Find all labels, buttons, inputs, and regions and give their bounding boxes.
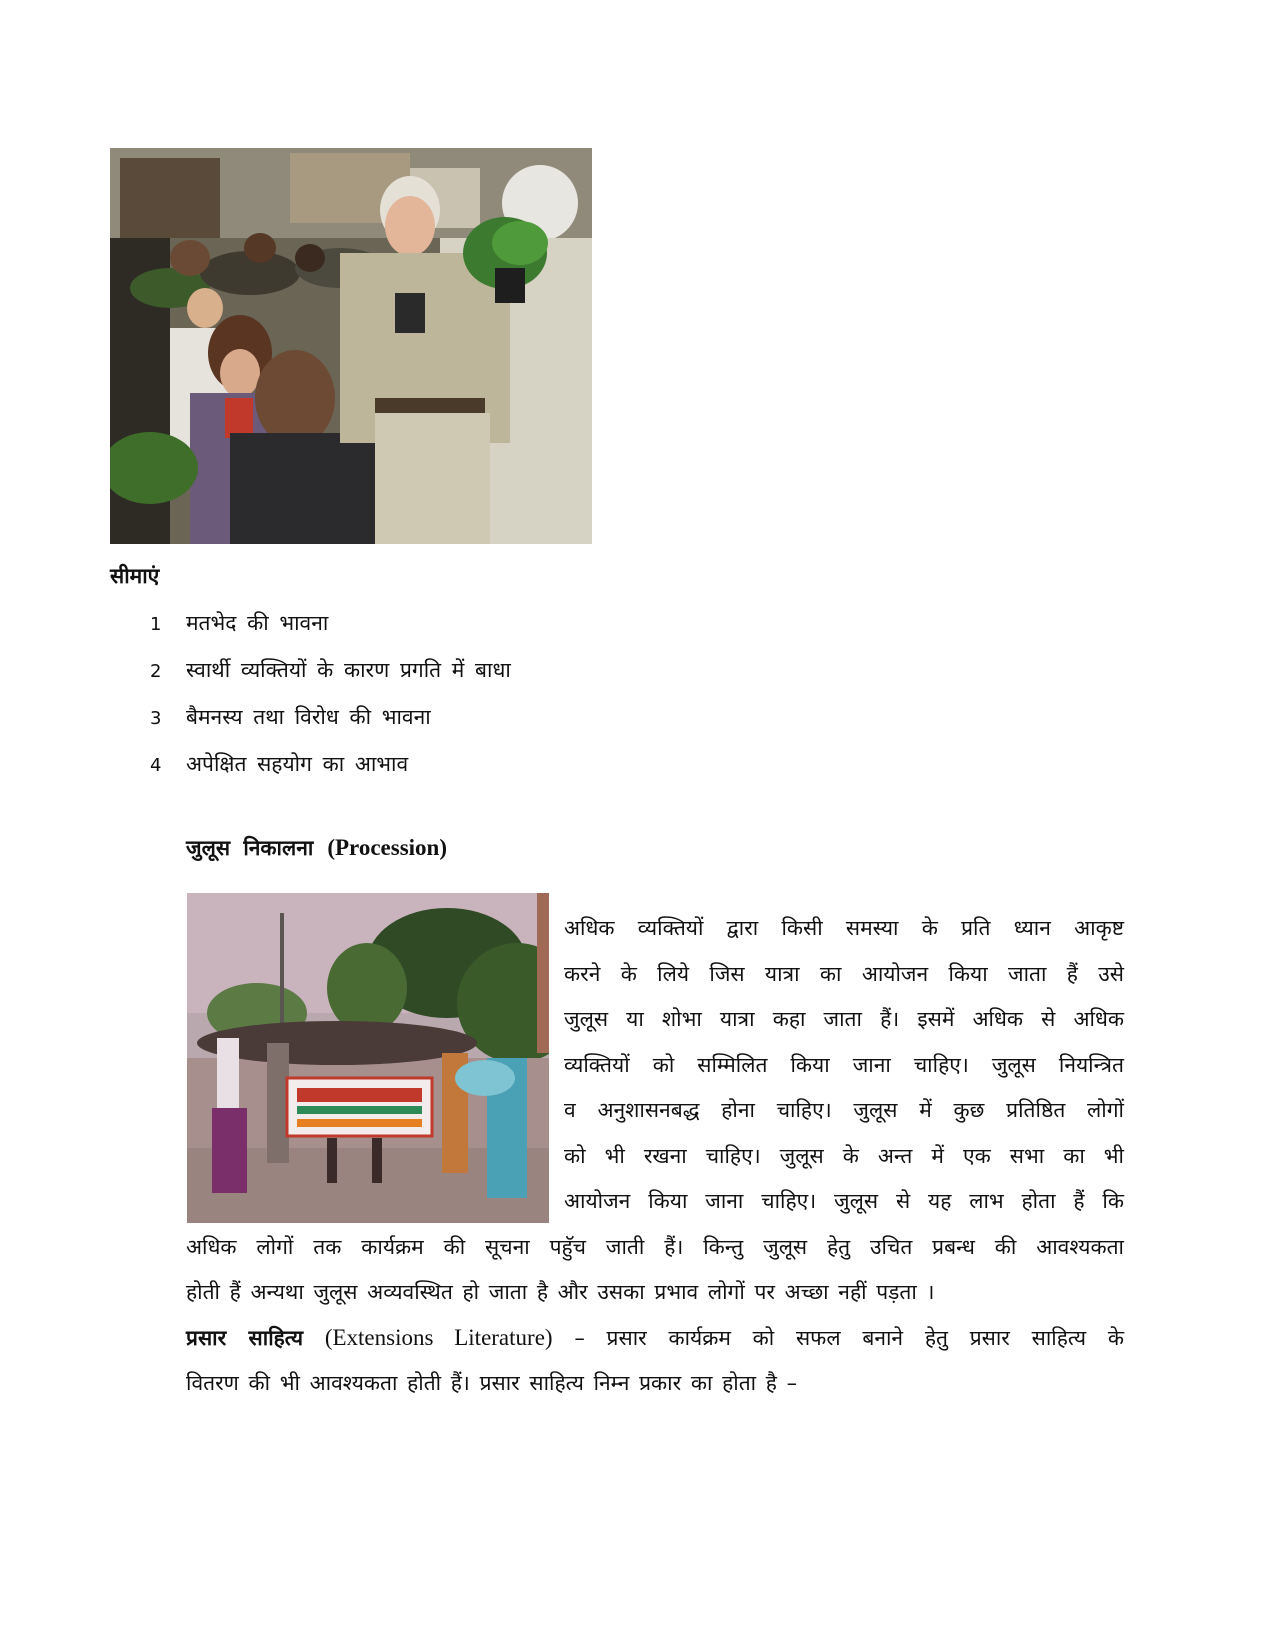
procession-text-line: व अनुशासनबद्ध होना चाहिए। जुलूस में कुछ प्रतिष्ठित लोगों [564,1098,1124,1122]
procession-heading-hindi: जुलूस निकालना [186,836,314,860]
classroom-plant-photo [110,148,592,544]
literature-line-1 [186,1324,1124,1352]
limit-text: स्वार्थी व्यक्तियों के कारण प्रगति में बाधा [186,658,511,682]
procession-text-line: अधिक लोगों तक कार्यक्रम की सूचना पहुॅच जाती हैं। किन्तु जुलूस हेतु उचित प्रबन्ध की आवश्यकता [186,1235,1124,1259]
limit-number: 1 [150,614,162,635]
procession-text-line: को भी रखना चाहिए। जुलूस के अन्त में एक सभा का भी [564,1144,1124,1168]
limits-heading: सीमाएं [110,564,160,588]
limit-text: मतभेद की भावना [186,611,329,635]
procession-text-line: अधिक व्यक्तियों द्वारा किसी समस्या के प्रति ध्यान आकृष्ट [564,916,1124,940]
limit-number: 2 [150,661,162,682]
literature-line1-rest: – प्रसार कार्यक्रम को सफल बनाने हेतु प्रसार साहित्य के [574,1326,1124,1350]
limit-text: बैमनस्य तथा विरोध की भावना [186,705,431,729]
limit-number: 4 [150,755,162,776]
procession-photo [187,893,549,1223]
procession-heading-english: (Procession) [327,835,447,860]
limit-item [150,750,408,780]
procession-text-line: होती हैं अन्यथा जुलूस अव्यवस्थित हो जाता है और उसका प्रभाव लोगों पर अच्छा नहीं पड़ता । [186,1280,935,1304]
literature-term: प्रसार साहित्य [186,1326,304,1350]
limit-item [150,656,511,686]
literature-line-2: वितरण की भी आवश्यकता होती हैं। प्रसार साहित्य निम्न प्रकार का होता है – [186,1371,798,1395]
procession-text-line: जुलूस या शोभा यात्रा कहा जाता हैं। इसमें अधिक से अधिक [564,1007,1124,1031]
literature-term-english: (Extensions Literature) [324,1325,553,1350]
procession-heading [186,834,447,862]
procession-text-line: आयोजन किया जाना चाहिए। जुलूस से यह लाभ होता हैं कि [564,1189,1124,1213]
limit-number: 3 [150,708,162,729]
limit-text: अपेक्षित सहयोग का आभाव [186,752,409,776]
limit-item [150,609,328,639]
procession-text-line: करने के लिये जिस यात्रा का आयोजन किया जाता हैं उसे [564,962,1124,986]
procession-text-line: व्यक्तियों को सम्मिलित किया जाना चाहिए। जुलूस नियन्त्रित [564,1053,1124,1077]
limit-item [150,703,431,733]
